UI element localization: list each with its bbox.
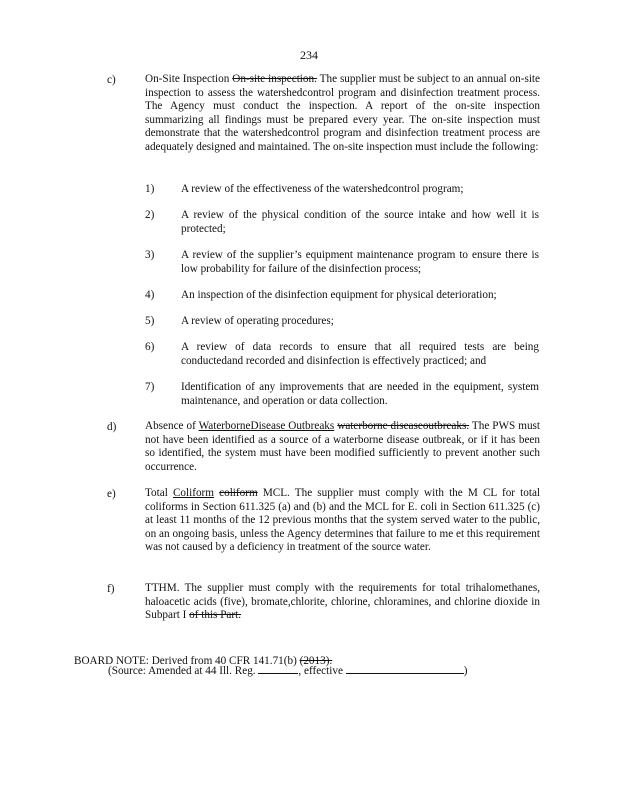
section-f-struck-text: of this Part. — [189, 609, 242, 622]
list-item-number: 4) — [145, 289, 155, 301]
list-item-number: 7) — [145, 381, 155, 393]
section-c-paragraph — [145, 73, 540, 155]
section-d-struck-text: waterborne diseaseoutbreaks. — [337, 420, 470, 432]
section-e-label: e) — [107, 488, 116, 500]
page-number: 234 — [300, 48, 318, 62]
list-item-number: 5) — [145, 315, 155, 327]
section-d-heading: WaterborneDisease Outbreaks — [198, 420, 335, 432]
source-line — [108, 663, 467, 677]
list-item-text: A review of data records to ensure that all required tests are being conductedand recorded and disinfection is effectively practiced; and — [181, 341, 539, 367]
source-middle: , effective — [298, 665, 343, 677]
board-note-text: BOARD NOTE: Derived from 40 CFR 141.71(b) — [74, 655, 297, 667]
section-c-heading: On-Site Inspection — [145, 73, 230, 85]
section-e-body: MCL. The supplier must comply with the M CL for total coliforms in Section 611.325 (a) and (b) and the MCL for E. coli in Section 611.325 (c) at least 11 months of the 12 previous months that the system served water to the public, on an ongoing basis, unless the Agency determines that failure to me et this requirement was not caused by a deficiency in treatment of the source water. — [145, 487, 541, 554]
list-item-text: An inspection of the disinfection equipment for physical deterioration; — [181, 289, 497, 301]
list-item-text: A review of operating procedures; — [181, 315, 334, 327]
list-item-text: A review of the physical condition of the source intake and how well it is protected; — [181, 209, 539, 235]
section-d-label: d) — [107, 421, 117, 433]
section-e-struck-text: coliform — [219, 487, 258, 499]
list-item-number: 2) — [145, 209, 155, 221]
section-d-paragraph — [145, 420, 540, 474]
section-c-struck-text: On-site inspection. — [232, 73, 317, 85]
section-f-body: TTHM. The supplier must comply with the requirements for total trihalomethanes, haloacetic acids (five), bromate,chlorite, chlorine, chloramines, and chlorine dioxide in Subpart I — [145, 582, 540, 622]
source-suffix: ) — [463, 665, 468, 677]
board-note-struck-text: (2013). — [299, 655, 333, 667]
register-number-blank — [258, 663, 298, 674]
section-d-body: The PWS must not have been identified as a source of a waterborne disease outbreak, or if it has been so identified, the system must have been modified sufficiently to prevent another such occurrence. — [145, 420, 541, 473]
list-item-text: A review of the effectiveness of the watershedcontrol program; — [181, 183, 464, 195]
section-f-label: f) — [107, 583, 115, 595]
list-item-number: 1) — [145, 183, 155, 195]
section-c-label: c) — [107, 74, 116, 86]
list-item-text: A review of the supplier’s equipment maintenance program to ensure there is low probability for failure of the disinfection process; — [181, 249, 539, 275]
section-d-lead: Absence of — [145, 420, 196, 432]
effective-date-blank — [346, 663, 464, 674]
section-f-paragraph — [145, 582, 540, 623]
list-item-text: Identification of any improvements that are needed in the equipment, system maintenance, and operation or data collection. — [181, 381, 539, 407]
list-item-number: 6) — [145, 341, 155, 353]
list-item-number: 3) — [145, 249, 155, 261]
section-c-body: The supplier must be subject to an annual on-site inspection to assess the watershedcontrol program and disinfection treatment process. The Agency must conduct the inspection. A report of the on-site inspection summarizing all findings must be prepared every year. The on-site inspection must demonstrate that the watershedcontrol program and disinfection treatment process are adequately designed and maintained. The on-site inspection must include the following: — [145, 73, 540, 153]
section-e-lead: Total — [145, 487, 168, 499]
section-e-paragraph — [145, 487, 540, 555]
source-prefix: (Source: Amended at 44 Ill. Reg. — [108, 665, 256, 677]
section-e-underlined: Coliform — [172, 487, 214, 499]
